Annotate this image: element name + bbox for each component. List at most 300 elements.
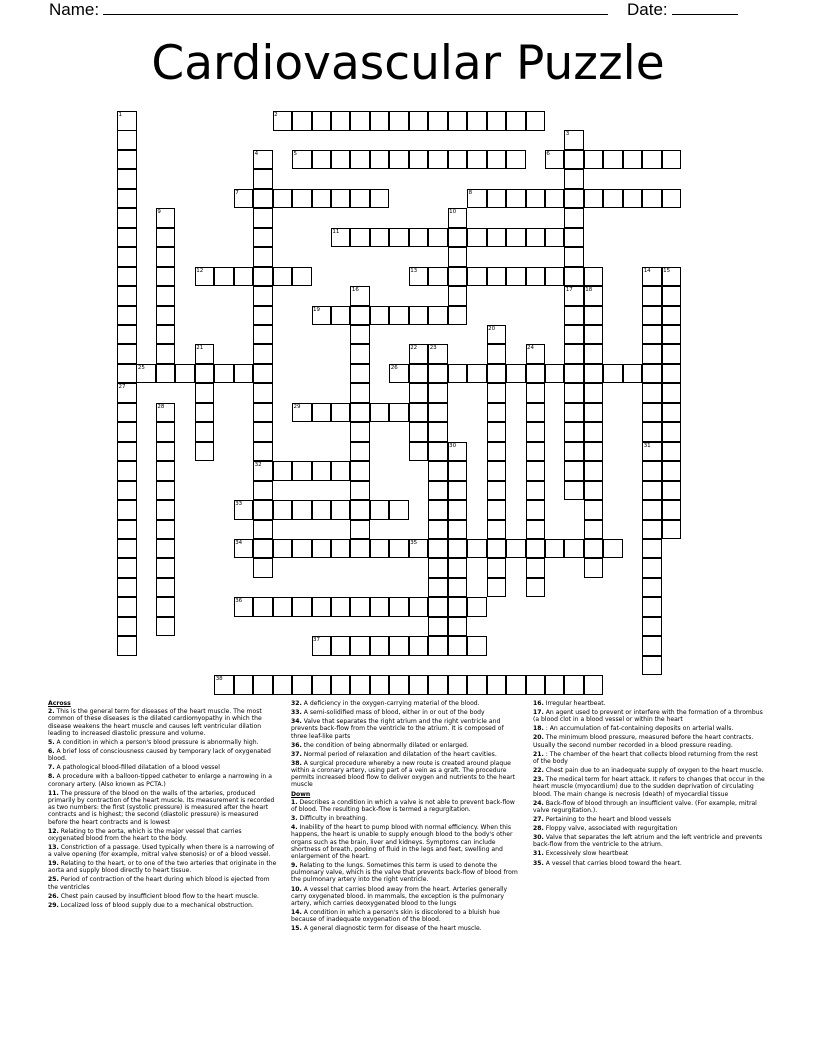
grid-cell[interactable] [526,111,546,131]
grid-cell[interactable] [584,422,604,442]
grid-cell[interactable] [350,325,370,345]
grid-cell[interactable] [117,325,137,345]
grid-cell[interactable] [331,597,351,617]
grid-cell[interactable] [545,189,565,209]
grid-cell[interactable] [117,344,137,364]
grid-cell[interactable] [312,500,332,520]
grid-cell[interactable] [428,364,448,384]
grid-cell[interactable] [234,675,254,695]
grid-cell[interactable] [312,189,332,209]
grid-cell[interactable] [331,403,351,423]
grid-cell[interactable] [350,111,370,131]
grid-cell[interactable] [389,228,409,248]
grid-cell[interactable] [117,169,137,189]
grid-cell[interactable] [428,539,448,559]
grid-cell[interactable] [253,481,273,501]
grid-cell[interactable] [642,344,662,364]
grid-cell[interactable] [409,364,429,384]
grid-cell[interactable] [253,675,273,695]
grid-cell[interactable] [409,111,429,131]
grid-cell[interactable] [487,150,507,170]
grid-cell[interactable] [234,267,254,287]
grid-cell[interactable] [623,364,643,384]
grid-cell[interactable] [448,539,468,559]
grid-cell[interactable] [370,150,390,170]
grid-cell[interactable] [273,189,293,209]
grid-cell[interactable] [253,247,273,267]
grid-cell[interactable] [312,539,332,559]
grid-cell[interactable] [584,364,604,384]
grid-cell[interactable] [292,539,312,559]
grid-cell[interactable] [253,442,273,462]
grid-cell[interactable] [526,228,546,248]
grid-cell[interactable] [428,578,448,598]
grid-cell[interactable] [117,150,137,170]
grid-cell[interactable] [642,558,662,578]
grid-cell[interactable] [253,500,273,520]
grid-cell[interactable] [506,675,526,695]
grid-cell[interactable] [564,364,584,384]
grid-cell[interactable] [662,442,682,462]
grid-cell[interactable] [564,306,584,326]
grid-cell[interactable] [370,228,390,248]
grid-cell[interactable] [584,383,604,403]
grid-cell[interactable] [506,150,526,170]
grid-cell[interactable] [487,578,507,598]
grid-cell[interactable] [253,228,273,248]
grid-cell[interactable] [253,383,273,403]
grid-cell[interactable] [175,364,195,384]
grid-cell[interactable] [253,306,273,326]
grid-cell[interactable] [584,344,604,364]
grid-cell[interactable] [642,150,662,170]
grid-cell[interactable] [662,422,682,442]
grid-cell[interactable] [331,306,351,326]
grid-cell[interactable] [292,267,312,287]
grid-cell[interactable] [526,383,546,403]
grid-cell[interactable] [428,306,448,326]
grid-cell[interactable] [506,189,526,209]
grid-cell[interactable] [312,150,332,170]
grid-cell[interactable] [428,267,448,287]
grid-cell[interactable] [642,189,662,209]
grid-cell[interactable] [292,597,312,617]
grid-cell[interactable] [253,325,273,345]
grid-cell[interactable] [526,520,546,540]
grid-cell[interactable] [253,539,273,559]
grid-cell[interactable] [156,558,176,578]
grid-cell[interactable] [117,267,137,287]
grid-cell[interactable] [117,636,137,656]
grid-cell[interactable] [117,228,137,248]
grid-cell[interactable] [156,286,176,306]
grid-cell[interactable] [564,169,584,189]
grid-cell[interactable] [487,383,507,403]
grid-cell[interactable] [312,111,332,131]
grid-cell[interactable] [389,306,409,326]
grid-cell[interactable] [117,558,137,578]
grid-cell[interactable] [156,442,176,462]
grid-cell[interactable] [526,422,546,442]
grid-cell[interactable] [350,150,370,170]
grid-cell[interactable] [448,306,468,326]
grid-cell[interactable] [487,344,507,364]
grid-cell[interactable] [564,228,584,248]
grid-cell[interactable] [370,403,390,423]
grid-cell[interactable] [156,597,176,617]
grid-cell[interactable] [584,520,604,540]
grid-cell[interactable] [214,364,234,384]
grid-cell[interactable] [350,442,370,462]
grid-cell[interactable] [564,189,584,209]
grid-cell[interactable] [642,617,662,637]
grid-cell[interactable] [584,403,604,423]
grid-cell[interactable] [389,403,409,423]
grid-cell[interactable] [564,383,584,403]
grid-cell[interactable] [487,111,507,131]
grid-cell[interactable] [642,520,662,540]
grid-cell[interactable] [253,422,273,442]
grid-cell[interactable] [117,130,137,150]
grid-cell[interactable] [662,461,682,481]
grid-cell[interactable] [156,364,176,384]
grid-cell[interactable] [564,267,584,287]
grid-cell[interactable] [448,286,468,306]
grid-cell[interactable] [350,364,370,384]
grid-cell[interactable] [526,675,546,695]
grid-cell[interactable] [448,267,468,287]
grid-cell[interactable] [370,189,390,209]
grid-cell[interactable] [117,617,137,637]
grid-cell[interactable] [350,636,370,656]
grid-cell[interactable] [526,364,546,384]
grid-cell[interactable] [253,169,273,189]
grid-cell[interactable] [331,636,351,656]
grid-cell[interactable] [584,267,604,287]
grid-cell[interactable] [428,111,448,131]
grid-cell[interactable] [409,636,429,656]
grid-cell[interactable] [156,481,176,501]
grid-cell[interactable] [273,675,293,695]
grid-cell[interactable] [584,461,604,481]
grid-cell[interactable] [350,597,370,617]
grid-cell[interactable] [526,558,546,578]
grid-cell[interactable] [117,520,137,540]
grid-cell[interactable] [603,189,623,209]
grid-cell[interactable] [545,228,565,248]
grid-cell[interactable] [662,344,682,364]
grid-cell[interactable] [350,461,370,481]
grid-cell[interactable] [584,189,604,209]
grid-cell[interactable] [467,267,487,287]
grid-cell[interactable] [662,306,682,326]
grid-cell[interactable] [623,150,643,170]
grid-cell[interactable] [331,150,351,170]
grid-cell[interactable] [253,520,273,540]
grid-cell[interactable] [156,422,176,442]
grid-cell[interactable] [331,500,351,520]
grid-cell[interactable] [117,247,137,267]
grid-cell[interactable] [603,539,623,559]
grid-cell[interactable] [662,520,682,540]
grid-cell[interactable] [428,675,448,695]
grid-cell[interactable] [506,364,526,384]
grid-cell[interactable] [156,325,176,345]
grid-cell[interactable] [662,364,682,384]
grid-cell[interactable] [428,558,448,578]
grid-cell[interactable] [564,422,584,442]
grid-cell[interactable] [526,461,546,481]
grid-cell[interactable] [448,636,468,656]
grid-cell[interactable] [506,267,526,287]
grid-cell[interactable] [526,442,546,462]
grid-cell[interactable] [603,364,623,384]
grid-cell[interactable] [117,481,137,501]
grid-cell[interactable] [331,675,351,695]
grid-cell[interactable] [487,267,507,287]
grid-cell[interactable] [448,481,468,501]
grid-cell[interactable] [273,597,293,617]
grid-cell[interactable] [487,364,507,384]
grid-cell[interactable] [448,500,468,520]
grid-cell[interactable] [292,189,312,209]
grid-cell[interactable] [545,364,565,384]
grid-cell[interactable] [117,286,137,306]
grid-cell[interactable] [253,208,273,228]
grid-cell[interactable] [117,189,137,209]
grid-cell[interactable] [428,461,448,481]
grid-cell[interactable] [428,636,448,656]
grid-cell[interactable] [428,228,448,248]
grid-cell[interactable] [642,636,662,656]
grid-cell[interactable] [389,597,409,617]
grid-cell[interactable] [564,481,584,501]
grid-cell[interactable] [642,383,662,403]
grid-cell[interactable] [350,520,370,540]
grid-cell[interactable] [253,286,273,306]
grid-cell[interactable] [487,539,507,559]
grid-cell[interactable] [428,150,448,170]
grid-cell[interactable] [526,578,546,598]
grid-cell[interactable] [409,442,429,462]
grid-cell[interactable] [545,267,565,287]
grid-cell[interactable] [428,442,448,462]
grid-cell[interactable] [370,111,390,131]
grid-cell[interactable] [584,306,604,326]
grid-cell[interactable] [487,558,507,578]
grid-cell[interactable] [273,461,293,481]
grid-cell[interactable] [506,111,526,131]
grid-cell[interactable] [156,228,176,248]
grid-cell[interactable] [448,461,468,481]
grid-cell[interactable] [389,675,409,695]
grid-cell[interactable] [253,403,273,423]
grid-cell[interactable] [253,189,273,209]
grid-cell[interactable] [662,325,682,345]
grid-cell[interactable] [117,208,137,228]
grid-cell[interactable] [273,539,293,559]
grid-cell[interactable] [156,461,176,481]
grid-cell[interactable] [253,597,273,617]
grid-cell[interactable] [584,325,604,345]
grid-cell[interactable] [526,539,546,559]
grid-cell[interactable] [448,228,468,248]
grid-cell[interactable] [662,383,682,403]
grid-cell[interactable] [448,364,468,384]
grid-cell[interactable] [156,500,176,520]
grid-cell[interactable] [234,364,254,384]
grid-cell[interactable] [350,675,370,695]
grid-cell[interactable] [331,461,351,481]
grid-cell[interactable] [428,597,448,617]
grid-cell[interactable] [448,558,468,578]
grid-cell[interactable] [117,422,137,442]
grid-cell[interactable] [312,675,332,695]
grid-cell[interactable] [389,111,409,131]
grid-cell[interactable] [506,228,526,248]
grid-cell[interactable] [526,403,546,423]
grid-cell[interactable] [292,500,312,520]
grid-cell[interactable] [370,539,390,559]
grid-cell[interactable] [603,150,623,170]
grid-cell[interactable] [448,675,468,695]
grid-cell[interactable] [156,520,176,540]
grid-cell[interactable] [662,286,682,306]
grid-cell[interactable] [409,228,429,248]
grid-cell[interactable] [642,539,662,559]
grid-cell[interactable] [350,422,370,442]
grid-cell[interactable] [545,675,565,695]
grid-cell[interactable] [545,539,565,559]
grid-cell[interactable] [156,267,176,287]
grid-cell[interactable] [117,578,137,598]
grid-cell[interactable] [117,597,137,617]
grid-cell[interactable] [467,111,487,131]
grid-cell[interactable] [370,306,390,326]
grid-cell[interactable] [526,267,546,287]
grid-cell[interactable] [428,403,448,423]
grid-cell[interactable] [584,481,604,501]
grid-cell[interactable] [195,383,215,403]
grid-cell[interactable] [662,189,682,209]
grid-cell[interactable] [156,617,176,637]
grid-cell[interactable] [506,539,526,559]
grid-cell[interactable] [467,539,487,559]
grid-cell[interactable] [350,539,370,559]
grid-cell[interactable] [467,636,487,656]
grid-cell[interactable] [487,481,507,501]
grid-cell[interactable] [156,344,176,364]
grid-cell[interactable] [253,344,273,364]
grid-cell[interactable] [564,675,584,695]
grid-cell[interactable] [487,500,507,520]
grid-cell[interactable] [195,442,215,462]
grid-cell[interactable] [467,675,487,695]
grid-cell[interactable] [448,520,468,540]
grid-cell[interactable] [448,597,468,617]
grid-cell[interactable] [389,539,409,559]
grid-cell[interactable] [409,306,429,326]
grid-cell[interactable] [273,500,293,520]
grid-cell[interactable] [195,422,215,442]
grid-cell[interactable] [117,539,137,559]
grid-cell[interactable] [117,461,137,481]
grid-cell[interactable] [350,228,370,248]
grid-cell[interactable] [526,500,546,520]
grid-cell[interactable] [409,422,429,442]
grid-cell[interactable] [428,383,448,403]
grid-cell[interactable] [292,675,312,695]
grid-cell[interactable] [662,403,682,423]
grid-cell[interactable] [428,617,448,637]
grid-cell[interactable] [584,558,604,578]
grid-cell[interactable] [331,189,351,209]
grid-cell[interactable] [214,267,234,287]
grid-cell[interactable] [253,267,273,287]
grid-cell[interactable] [642,422,662,442]
grid-cell[interactable] [526,189,546,209]
grid-cell[interactable] [117,306,137,326]
grid-cell[interactable] [292,111,312,131]
grid-cell[interactable] [409,675,429,695]
grid-cell[interactable] [389,500,409,520]
grid-cell[interactable] [526,481,546,501]
grid-cell[interactable] [487,422,507,442]
grid-cell[interactable] [428,481,448,501]
grid-cell[interactable] [642,461,662,481]
grid-cell[interactable] [642,286,662,306]
grid-cell[interactable] [370,636,390,656]
grid-cell[interactable] [584,150,604,170]
grid-cell[interactable] [156,539,176,559]
grid-cell[interactable] [117,403,137,423]
grid-cell[interactable] [350,383,370,403]
grid-cell[interactable] [253,364,273,384]
grid-cell[interactable] [642,403,662,423]
grid-cell[interactable] [312,403,332,423]
grid-cell[interactable] [331,111,351,131]
grid-cell[interactable] [312,597,332,617]
grid-cell[interactable] [564,461,584,481]
grid-cell[interactable] [117,442,137,462]
grid-cell[interactable] [487,520,507,540]
grid-cell[interactable] [642,597,662,617]
grid-cell[interactable] [350,500,370,520]
grid-cell[interactable] [253,558,273,578]
grid-cell[interactable] [584,442,604,462]
grid-cell[interactable] [448,617,468,637]
grid-cell[interactable] [156,578,176,598]
grid-cell[interactable] [350,189,370,209]
grid-cell[interactable] [564,208,584,228]
grid-cell[interactable] [487,228,507,248]
grid-cell[interactable] [487,189,507,209]
grid-cell[interactable] [389,636,409,656]
grid-cell[interactable] [350,481,370,501]
grid-cell[interactable] [487,442,507,462]
grid-cell[interactable] [448,578,468,598]
grid-cell[interactable] [370,675,390,695]
grid-cell[interactable] [409,383,429,403]
grid-cell[interactable] [487,675,507,695]
grid-cell[interactable] [467,364,487,384]
grid-cell[interactable] [467,150,487,170]
grid-cell[interactable] [642,364,662,384]
grid-cell[interactable] [292,461,312,481]
grid-cell[interactable] [350,344,370,364]
grid-cell[interactable] [409,403,429,423]
grid-cell[interactable] [428,520,448,540]
